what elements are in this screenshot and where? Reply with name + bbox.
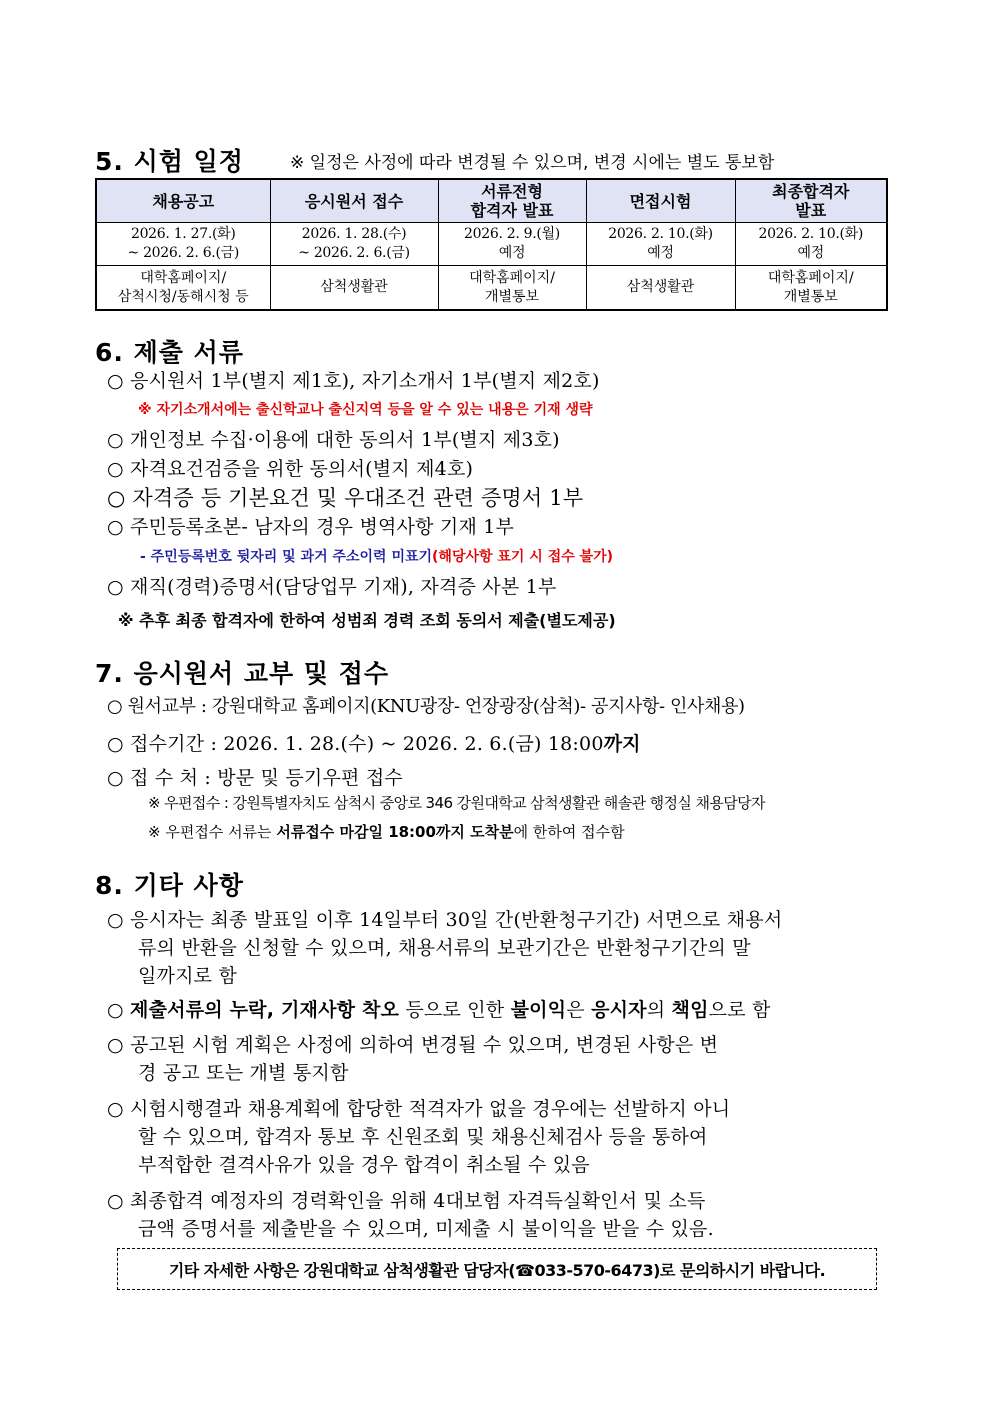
mail-address-note: ※ 우편접수 : 강원특별자치도 삼척시 중앙로 346 강원대학교 삼척생활관 해솔관 행정실 채용담당자 [148,794,765,812]
header-cell: 응시원서 접수 [270,179,438,223]
place-cell: 삼척생활관 [586,266,735,311]
note-line [140,546,613,566]
list-item: ○ 응시자는 최종 발표일 이후 14일부터 30일 간(반환청구기간) 서면으로 채용서 [107,909,783,931]
list-item-continued: 금액 증명서를 제출받을 수 있으며, 미제출 시 불이익을 받을 수 있음. [138,1218,714,1240]
date-cell: 2026. 1. 27.(화) ~ 2026. 2. 6.(금) [96,223,270,266]
list-item: ○ 공고된 시험 계획은 사정에 의하여 변경될 수 있으며, 변경된 사항은 변 [107,1034,719,1056]
warning-note: ※ 자기소개서에는 출신학교나 출신지역 등을 알 수 있는 내용은 기재 생략 [138,402,593,418]
list-item: ○ 응시원서 1부(별지 제1호), 자기소개서 1부(별지 제2호) [107,370,600,392]
section-6-title: 6. 제출 서류 [95,338,244,367]
date-cell: 2026. 2. 10.(화) 예정 [735,223,887,266]
table-header-row [96,179,887,223]
table-row [96,223,887,266]
list-item: ○ 개인정보 수집·이용에 대한 동의서 1부(별지 제3호) [107,429,560,451]
list-item: ○ 자격요건검증을 위한 동의서(별지 제4호) [107,458,474,480]
criminal-record-note: ※ 추후 최종 합격자에 한하여 성범죄 경력 조회 동의서 제출(별도제공) [118,611,616,630]
place-cell: 삼척생활관 [270,266,438,311]
list-item-continued: 부적합한 결격사유가 있을 경우 합격이 취소될 수 있음 [138,1154,590,1176]
resident-note: - 주민등록번호 뒷자리 및 과거 주소이력 미표기 [140,549,433,565]
list-item: ○ 접 수 처 : 방문 및 등기우편 접수 [107,767,403,789]
section-7-title: 7. 응시원서 교부 및 접수 [95,659,390,688]
list-item [107,729,641,756]
date-cell: 2026. 1. 28.(수) ~ 2026. 2. 6.(금) [270,223,438,266]
schedule-note: ※ 일정은 사정에 따라 변경될 수 있으며, 변경 시에는 별도 통보함 [290,153,775,173]
application-deadline-suffix: 까지 [603,733,641,755]
mail-deadline-note: ※ 우편접수 서류는 서류접수 마감일 18:00까지 도착분에 한하여 접수함 [148,823,625,841]
place-cell: 대학홈페이지/ 삼척시청/동해시청 등 [96,266,270,311]
place-cell: 대학홈페이지/ 개별통보 [438,266,586,311]
table-row [96,266,887,311]
list-item: ○ 재직(경력)증명서(담당업무 기재), 자격증 사본 1부 [107,576,557,598]
application-period: ○ 접수기간 : 2026. 1. 28.(수) ~ 2026. 2. 6.(금) 18:00 [107,733,604,755]
list-item: ○ 자격증 등 기본요건 및 우대조건 관련 증명서 1부 [107,486,584,510]
list-item: ○ 시험시행결과 채용계획에 합당한 적격자가 없을 경우에는 선발하지 아니 [107,1098,731,1120]
exam-schedule-table [95,178,888,311]
date-cell: 2026. 2. 10.(화) 예정 [586,223,735,266]
list-item-continued: 할 수 있으며, 합격자 통보 후 신원조회 및 채용신체검사 등을 통하여 [138,1126,708,1148]
date-cell: 2026. 2. 9.(월) 예정 [438,223,586,266]
header-cell: 채용공고 [96,179,270,223]
list-item: ○ 주민등록초본- 남자의 경우 병역사항 기재 1부 [107,516,515,538]
section-5-title: 5. 시험 일정 [95,147,244,176]
header-cell: 최종합격자 발표 [735,179,887,223]
list-item: ○ 최종합격 예정자의 경력확인을 위해 4대보험 자격득실확인서 및 소득 [107,1190,706,1212]
contact-info-box: 기타 자세한 사항은 강원대학교 삼척생활관 담당자(☎033-570-6473)로 문의하시기 바랍니다. [117,1248,877,1290]
list-item-continued: 류의 반환을 신청할 수 있으며, 채용서류의 보관기간은 반환청구기간의 말 [138,937,751,959]
list-item-continued: 일까지로 함 [138,965,238,987]
list-item: ○ 원서교부 : 강원대학교 홈페이지(KNU광장- 언장광장(삼척)- 공지사항- 인사채용) [107,696,745,717]
list-item-continued: 경 공고 또는 개별 통지함 [138,1062,349,1084]
place-cell: 대학홈페이지/ 개별통보 [735,266,887,311]
resident-note-warning: (해당사항 표기 시 접수 불가) [432,549,614,565]
header-cell: 서류전형 합격자 발표 [438,179,586,223]
section-8-title: 8. 기타 사항 [95,871,244,900]
header-cell: 면접시험 [586,179,735,223]
list-item: ○ 제출서류의 누락, 기재사항 착오 등으로 인한 불이익은 응시자의 책임으로 함 [107,999,771,1021]
